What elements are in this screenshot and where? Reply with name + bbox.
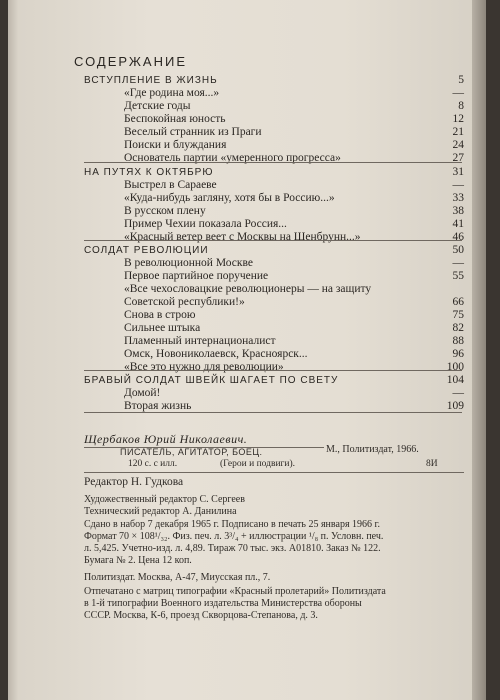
entry-page-number: 12 xyxy=(452,113,464,125)
entry-page-number: 38 xyxy=(452,205,464,217)
entry-title: Вторая жизнь xyxy=(124,400,192,412)
entry-page-number: 109 xyxy=(446,400,464,412)
print-details-4: Бумага № 2. Цена 12 коп. xyxy=(84,555,192,566)
entry-page-number: 82 xyxy=(452,322,464,334)
toc-section-heading xyxy=(8,74,478,87)
entry-page-number: 96 xyxy=(452,348,464,360)
tech-editor: Технический редактор А. Данилина xyxy=(84,506,237,517)
entry-page-number: 41 xyxy=(452,218,464,230)
toc-entry xyxy=(8,231,478,244)
entry-page-number: 27 xyxy=(452,152,464,164)
entry-page-number: — xyxy=(452,257,464,269)
entry-title: Снова в строю xyxy=(124,309,196,321)
editor: Редактор Н. Гудкова xyxy=(84,476,184,488)
section-page-number: 31 xyxy=(452,166,464,178)
toc-entry xyxy=(8,192,478,205)
art-editor: Художественный редактор С. Сергеев xyxy=(84,494,245,505)
entry-page-number: — xyxy=(452,387,464,399)
entry-page-number: 21 xyxy=(452,126,464,138)
entry-title: «Куда-нибудь загляну, хотя бы в Россию...» xyxy=(124,192,335,204)
entry-page-number: 8 xyxy=(458,100,464,112)
entry-title: Пламенный интернационалист xyxy=(124,335,276,347)
entry-page-number: — xyxy=(452,87,464,99)
toc-entry xyxy=(8,270,478,283)
entry-title: Детские годы xyxy=(124,100,191,112)
toc-entry xyxy=(8,205,478,218)
entry-page-number: 33 xyxy=(452,192,464,204)
toc-section-heading xyxy=(8,374,478,387)
publisher-address: Политиздат. Москва, А-47, Миусская пл., 7. xyxy=(84,572,271,583)
section-page-number: 50 xyxy=(452,244,464,256)
toc-entry xyxy=(8,283,478,296)
toc-entry xyxy=(8,218,478,231)
toc-entry xyxy=(8,139,478,152)
toc-entry xyxy=(8,361,478,374)
entry-title: «Где родина моя...» xyxy=(124,87,220,99)
toc-entry xyxy=(8,387,478,400)
section-page-number: 5 xyxy=(458,74,464,86)
entry-title: Беспокойная юность xyxy=(124,113,226,125)
entry-page-number: 88 xyxy=(452,335,464,347)
entry-title: В русском плену xyxy=(124,205,206,217)
section-divider xyxy=(84,370,462,371)
toc-entry xyxy=(8,100,478,113)
entry-page-number: 66 xyxy=(452,296,464,308)
printer-line-3: СССР. Москва, К-6, проезд Скворцова-Степанова, д. 3. xyxy=(84,610,318,621)
section-title: НА ПУТЯХ К ОКТЯБРЮ xyxy=(84,167,214,178)
page-count: 120 с. с илл. xyxy=(128,459,178,469)
toc-entry xyxy=(8,309,478,322)
section-divider xyxy=(84,240,462,241)
entry-title: Сильнее штыка xyxy=(124,322,201,334)
entry-page-number: 75 xyxy=(452,309,464,321)
entry-page-number: 100 xyxy=(446,361,464,373)
toc-entry xyxy=(8,257,478,270)
toc-entry xyxy=(8,152,478,165)
entry-title: Основатель партии «умеренного прогресса» xyxy=(124,152,341,164)
printer-line-2: в 1-й типографии Военного издательства Министерства обороны xyxy=(84,598,362,609)
entry-title: Омск, Новониколаевск, Красноярск... xyxy=(124,348,308,360)
entry-title: Поиски и блуждания xyxy=(124,139,227,151)
classification-code: 8И xyxy=(426,459,438,469)
section-page-number: 104 xyxy=(446,374,464,386)
entry-title: В революционной Москве xyxy=(124,257,253,269)
toc-entry xyxy=(8,348,478,361)
entry-title: Веселый странник из Праги xyxy=(124,126,262,138)
contents-title: СОДЕРЖАНИЕ xyxy=(74,54,188,69)
print-details-2: Формат 70 × 108¹/₃₂. Физ. печ. л. 3³/₄ + иллюстрации ¹/₈ п. Условн. печ. xyxy=(84,531,384,542)
toc-section-heading xyxy=(8,166,478,179)
section-title: ВСТУПЛЕНИЕ В ЖИЗНЬ xyxy=(84,75,218,86)
entry-title: Советской республики!» xyxy=(124,296,245,308)
entry-title: «Все чехословацкие революционеры — на защиту xyxy=(124,283,372,295)
entry-page-number: 46 xyxy=(452,231,464,243)
section-divider xyxy=(84,162,462,163)
imprint-rule xyxy=(84,472,464,473)
entry-title: Выстрел в Сараеве xyxy=(124,179,217,191)
section-title: БРАВЫЙ СОЛДАТ ШВЕЙК ШАГАЕТ ПО СВЕТУ xyxy=(84,375,339,386)
publisher-year: М., Политиздат, 1966. xyxy=(326,444,419,455)
book-title: ПИСАТЕЛЬ, АГИТАТОР, БОЕЦ. xyxy=(120,447,263,457)
toc-entry xyxy=(8,126,478,139)
entry-page-number: 55 xyxy=(452,270,464,282)
printer-line-1: Отпечатано с матриц типографии «Красный пролетарий» Политиздата xyxy=(84,586,386,597)
toc-entry xyxy=(8,113,478,126)
toc-entry xyxy=(8,296,478,309)
entry-title: Домой! xyxy=(124,387,161,399)
toc-entry xyxy=(8,179,478,192)
toc-entry xyxy=(8,335,478,348)
toc-entry xyxy=(8,322,478,335)
section-title: СОЛДАТ РЕВОЛЮЦИИ xyxy=(84,245,209,256)
series-name: (Герои и подвиги). xyxy=(220,459,296,469)
book-page xyxy=(8,0,486,700)
print-details-3: л. 5,425. Учетно-изд. л. 4,89. Тираж 70 тыс. экз. А01810. Заказ № 122. xyxy=(84,543,381,554)
toc-section-heading xyxy=(8,244,478,257)
entry-title: Первое партийное поручение xyxy=(124,270,269,282)
entry-title: Пример Чехии показала Россия... xyxy=(124,218,287,230)
toc-entry xyxy=(8,87,478,100)
author-name: Щербаков Юрий Николаевич. xyxy=(84,432,248,446)
toc-end-divider xyxy=(84,412,462,413)
entry-page-number: — xyxy=(452,179,464,191)
entry-page-number: 24 xyxy=(452,139,464,151)
print-details-1: Сдано в набор 7 декабря 1965 г. Подписано в печать 25 января 1966 г. xyxy=(84,519,381,530)
entry-title: «Все это нужно для революции» xyxy=(124,361,284,373)
entry-title: «Красный ветер веет с Москвы на Шенбрунн...» xyxy=(124,231,361,243)
